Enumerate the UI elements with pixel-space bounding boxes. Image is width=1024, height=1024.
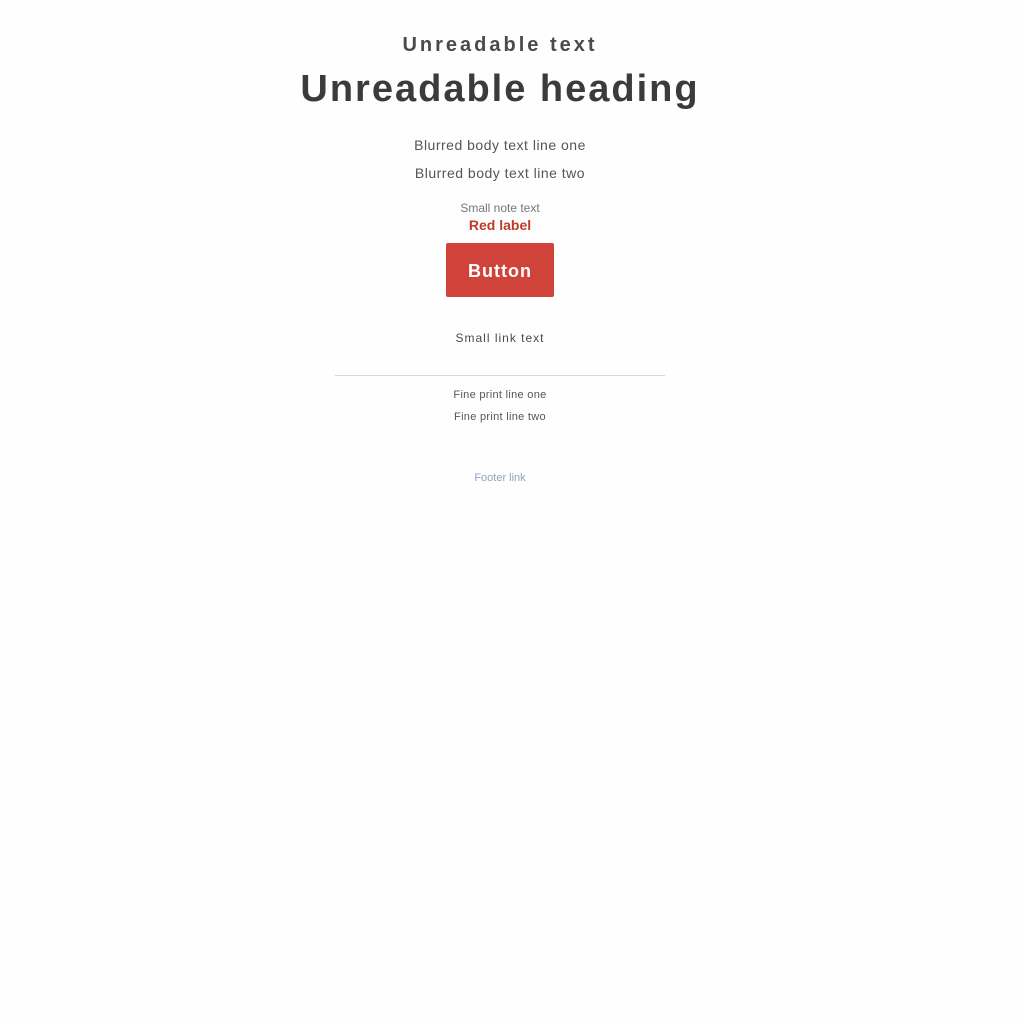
fine-print-line: Fine print line two	[454, 410, 546, 423]
promo-card	[290, 28, 710, 484]
description	[290, 131, 710, 187]
page-title: Unreadable heading	[300, 68, 700, 110]
description-line: Blurred body text line two	[414, 164, 586, 181]
eyebrow-text: Unreadable text	[402, 34, 598, 56]
fine-print	[290, 384, 710, 428]
divider	[335, 375, 665, 376]
fine-print-line: Fine print line one	[453, 388, 547, 401]
footer-link[interactable]: Footer link	[474, 471, 526, 484]
highlight-text: Red label	[468, 216, 532, 233]
note-text: Small note text	[460, 200, 540, 215]
primary-cta-button[interactable]: Button	[446, 243, 554, 297]
description-line: Blurred body text line one	[414, 136, 586, 153]
secondary-link[interactable]: Small link text	[455, 330, 545, 345]
